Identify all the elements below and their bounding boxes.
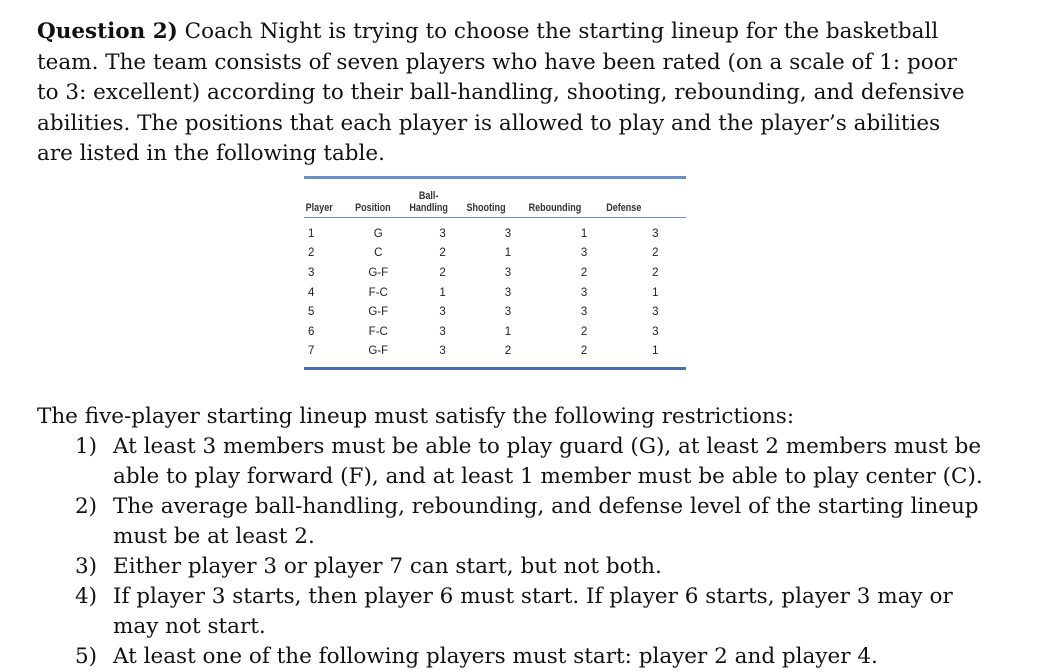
table-bottom-rule bbox=[304, 367, 686, 370]
list-item bbox=[37, 642, 987, 672]
cell-shooting: 3 bbox=[504, 227, 512, 240]
header-defense: Defense bbox=[606, 202, 642, 214]
table-row bbox=[304, 224, 686, 244]
list-item bbox=[37, 582, 987, 642]
cell-player: 6 bbox=[308, 325, 315, 338]
item-text: At least 3 members must be able to play guard (G), at least 2 members must be able to play forward (F), and at least 1 member must be able to play center (C). bbox=[113, 434, 983, 489]
cell-defense: 3 bbox=[652, 306, 659, 319]
question-label: Question 2) bbox=[37, 19, 178, 44]
cell-position: G-F bbox=[368, 266, 389, 279]
header-ball-handling: Ball- Handling bbox=[409, 190, 448, 214]
table-row bbox=[304, 263, 686, 283]
cell-player: 1 bbox=[308, 227, 315, 240]
constraints-section bbox=[37, 402, 987, 672]
cell-position: F-C bbox=[368, 286, 388, 299]
cell-ball-handling: 1 bbox=[439, 286, 446, 299]
constraints-intro: The five-player starting lineup must satisfy the following restrictions: bbox=[37, 404, 795, 429]
question-body: Coach Night is trying to choose the starting lineup for the basketball team. The team consists of seven players who have been rated (on a scale of 1: poor to 3: excellent) according to their ball-handling, shooting, rebounding, and defensive abilities. The positions that each player is allowed to play and the player’s abilities are listed in the following table. bbox=[37, 19, 965, 166]
question-text bbox=[37, 17, 977, 170]
header-rebounding: Rebounding bbox=[528, 202, 582, 214]
table-header bbox=[304, 179, 686, 218]
cell-position: G-F bbox=[368, 345, 389, 358]
cell-defense: 2 bbox=[652, 247, 659, 260]
list-item bbox=[37, 432, 987, 492]
item-number: 4) bbox=[75, 584, 98, 609]
cell-defense: 2 bbox=[652, 266, 659, 279]
player-ratings-table bbox=[304, 176, 686, 370]
cell-ball-handling: 2 bbox=[439, 266, 446, 279]
cell-shooting: 3 bbox=[504, 286, 512, 299]
cell-rebounding: 3 bbox=[580, 286, 588, 299]
cell-rebounding: 3 bbox=[580, 247, 588, 260]
cell-defense: 1 bbox=[652, 345, 659, 358]
item-number: 3) bbox=[75, 554, 98, 579]
cell-position: F-C bbox=[368, 325, 388, 338]
cell-shooting: 3 bbox=[504, 266, 512, 279]
cell-rebounding: 2 bbox=[580, 345, 588, 358]
item-text: If player 3 starts, then player 6 must start. If player 6 starts, player 3 may or may not start. bbox=[113, 584, 953, 639]
cell-position: G-F bbox=[368, 306, 389, 319]
cell-shooting: 1 bbox=[504, 247, 512, 260]
cell-rebounding: 2 bbox=[580, 266, 588, 279]
cell-rebounding: 1 bbox=[580, 227, 588, 240]
item-number: 5) bbox=[75, 644, 98, 669]
cell-ball-handling: 3 bbox=[439, 227, 446, 240]
cell-player: 3 bbox=[308, 266, 315, 279]
table-row bbox=[304, 283, 686, 303]
item-number: 1) bbox=[75, 434, 98, 459]
cell-player: 5 bbox=[308, 306, 315, 319]
header-player: Player bbox=[305, 202, 333, 214]
cell-ball-handling: 3 bbox=[439, 325, 446, 338]
list-item bbox=[37, 492, 987, 552]
cell-rebounding: 3 bbox=[580, 306, 588, 319]
item-number: 2) bbox=[75, 494, 98, 519]
cell-position: C bbox=[374, 247, 383, 260]
cell-rebounding: 2 bbox=[580, 325, 588, 338]
table-row bbox=[304, 244, 686, 264]
cell-shooting: 3 bbox=[504, 306, 512, 319]
cell-player: 2 bbox=[308, 247, 315, 260]
item-text: At least one of the following players must start: player 2 and player 4. bbox=[113, 644, 878, 669]
table-row bbox=[304, 302, 686, 322]
cell-shooting: 2 bbox=[504, 345, 512, 358]
table-body bbox=[304, 218, 686, 365]
cell-ball-handling: 2 bbox=[439, 247, 446, 260]
cell-player: 7 bbox=[308, 345, 315, 358]
constraints-list bbox=[37, 432, 987, 672]
cell-defense: 1 bbox=[652, 286, 659, 299]
cell-player: 4 bbox=[308, 286, 315, 299]
list-item bbox=[37, 552, 987, 582]
cell-position: G bbox=[373, 227, 383, 240]
cell-ball-handling: 3 bbox=[439, 345, 446, 358]
item-text: Either player 3 or player 7 can start, but not both. bbox=[113, 554, 662, 579]
cell-shooting: 1 bbox=[504, 325, 512, 338]
table-row bbox=[304, 322, 686, 342]
item-text: The average ball-handling, rebounding, and defense level of the starting lineup must be at least 2. bbox=[113, 494, 979, 549]
header-shooting: Shooting bbox=[466, 202, 506, 214]
cell-defense: 3 bbox=[652, 325, 659, 338]
header-position: Position bbox=[355, 202, 391, 214]
table-row bbox=[304, 342, 686, 362]
cell-defense: 3 bbox=[652, 227, 659, 240]
cell-ball-handling: 3 bbox=[439, 306, 446, 319]
